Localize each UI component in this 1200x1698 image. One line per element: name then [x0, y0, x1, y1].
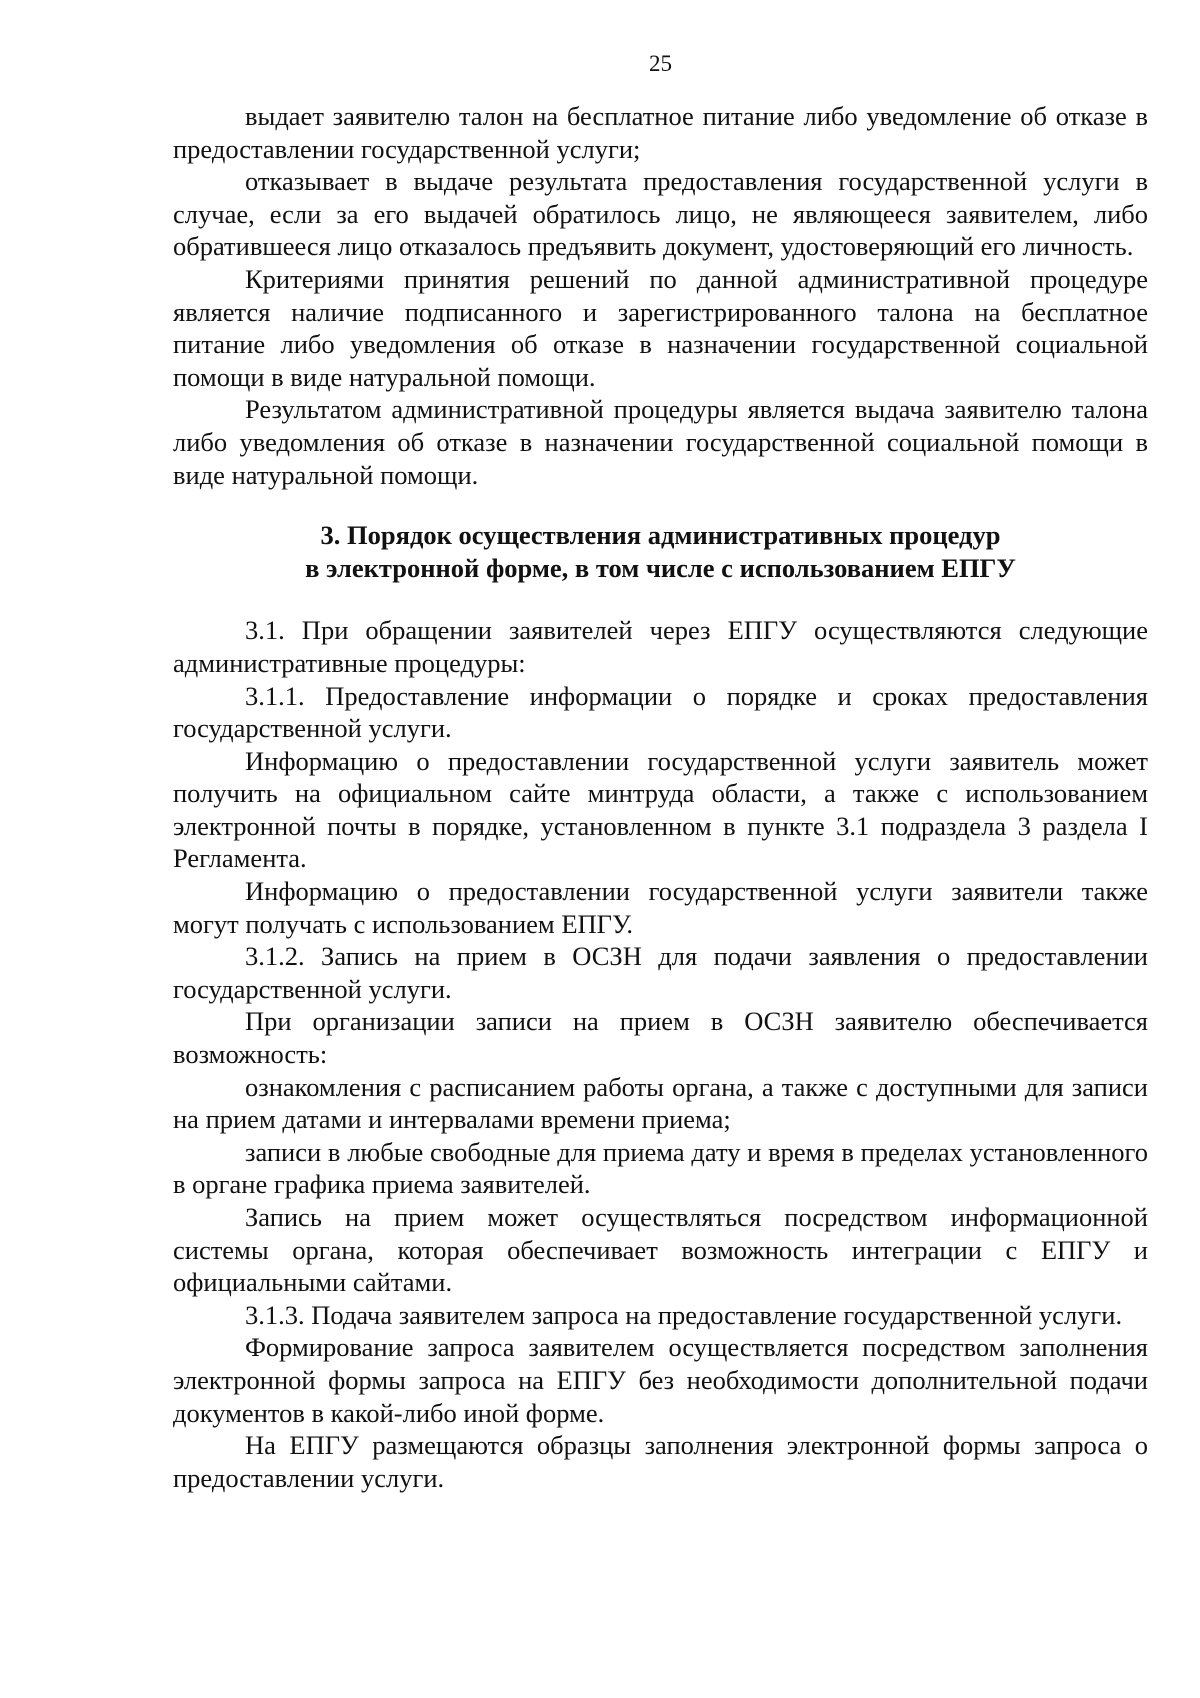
- paragraph: На ЕПГУ размещаются образцы заполнения электронной формы запроса о предоставлении услуги.: [173, 1430, 1148, 1493]
- paragraph: Информацию о предоставлении государственной услуги заявитель может получить на официальном сайте минтруда области, а также с использованием электронной почты в порядке, установленном в пункте 3.1 подраздела 3 раздела I Регламента.: [173, 745, 1148, 874]
- section-heading: [173, 519, 1148, 584]
- paragraph: При организации записи на прием в ОСЗН заявителю обеспечивается возможность:: [173, 1006, 1148, 1070]
- paragraph: отказывает в выдаче результата предоставления государственной услуги в случае, если за его выдачей обратилось лицо, не являющееся заявителем, либо обратившееся лицо отказалось предъявить документ, удостоверяющий его личность.: [173, 166, 1148, 262]
- paragraph: записи в любые свободные для приема дату и время в пределах установленного в органе графика приема заявителей.: [173, 1136, 1148, 1200]
- paragraph: 3.1.2. Запись на прием в ОСЗН для подачи заявления о предоставлении государственной услуги.: [173, 941, 1148, 1004]
- paragraph: 3.1.1. Предоставление информации о порядке и сроках предоставления государственной услуги.: [173, 680, 1148, 744]
- paragraph: 3.1. При обращении заявителей через ЕПГУ осуществляются следующие административные процедуры:: [173, 615, 1148, 678]
- paragraph: Формирование запроса заявителем осуществляется посредством заполнения электронной формы запроса на ЕПГУ без необходимости дополнительной подачи документов в какой-либо иной форме.: [173, 1332, 1148, 1428]
- paragraph: Результатом административной процедуры является выдача заявителю талона либо уведомления об отказе в назначении государственной социальной помощи в виде натуральной помощи.: [173, 394, 1148, 490]
- section-heading-line: 3. Порядок осуществления административных процедур: [320, 520, 1001, 551]
- paragraph: 3.1.3. Подача заявителем запроса на предоставление государственной услуги.: [245, 1299, 1123, 1330]
- paragraph: Запись на прием может осуществляться посредством информационной системы органа, которая обеспечивает возможность интеграции с ЕПГУ и официальными сайтами.: [173, 1202, 1148, 1298]
- section-heading-line: в электронной форме, в том числе с использованием ЕПГУ: [305, 552, 1016, 583]
- paragraph: Информацию о предоставлении государственной услуги заявители также могут получать с использованием ЕПГУ.: [173, 876, 1148, 939]
- paragraph: выдает заявителю талон на бесплатное питание либо уведомление об отказе в предоставлении государственной услуги;: [173, 101, 1148, 164]
- paragraph: Критериями принятия решений по данной административной процедуре является наличие подписанного и зарегистрированного талона на бесплатное питание либо уведомления об отказе в назначении государственной социальной помощи в виде натуральной помощи.: [173, 263, 1148, 392]
- document-page: [173, 48, 1148, 1494]
- paragraph: ознакомления с расписанием работы органа, а также с доступными для записи на прием датами и интервалами времени приема;: [173, 1071, 1148, 1135]
- page-number: 25: [649, 51, 672, 76]
